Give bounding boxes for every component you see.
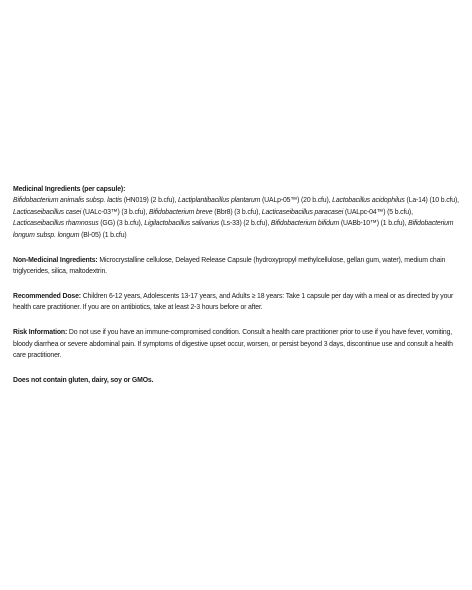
ingredient-detail: (HN019) (2 b.cfu), xyxy=(121,195,178,205)
risk-information-section xyxy=(13,326,465,360)
medicinal-ingredients-heading: Medicinal Ingredients (per capsule): xyxy=(13,184,126,193)
ingredient-name: Bifidobacterium animalis subsp. lactis xyxy=(13,195,122,205)
recommended-dose-heading: Recommended Dose: xyxy=(13,290,81,300)
ingredient-name: Lacticaseibacillus casei xyxy=(13,206,82,216)
ingredient-name: Bifidobacterium longum subsp. longum xyxy=(13,218,454,239)
ingredient-name: Lacticaseibacillus paracasei xyxy=(261,206,344,216)
ingredient-detail: (Ls-33) (2 b.cfu), xyxy=(219,218,271,228)
medicinal-ingredients-list xyxy=(13,194,465,240)
non-medicinal-ingredients-section xyxy=(13,254,465,277)
non-medicinal-ingredients-heading: Non-Medicinal Ingredients: xyxy=(13,254,98,264)
ingredient-name: Lactiplantibacillus plantarum xyxy=(177,195,261,205)
ingredient-detail: (UALp-05™) (20 b.cfu), xyxy=(260,195,333,205)
ingredient-name: Lacticaseibacillus rhamnosus xyxy=(13,218,99,228)
medicinal-ingredients-section xyxy=(13,183,465,240)
ingredient-detail: (UABb-10™) (1 b.cfu), xyxy=(339,218,409,228)
risk-information-text: Do not use if you have an immune-compromised condition. Consult a health care practitioner prior to use if you have fever, vomiting, bloody diarrhea or severe abdominal pain. If symptoms of digestive upset occur, worsen, or persist beyond 3 days, discontinue use and consult a health care practitioner. xyxy=(13,327,453,359)
ingredient-detail: (Bl-05) (1 b.cfu) xyxy=(79,229,127,239)
recommended-dose-text: Children 6-12 years, Adolescents 13-17 years, and Adults ≥ 18 years: Take 1 capsule per day with a meal or as directed by your health care practitioner. If you are on antibiotics, take at least 2-3 hours before or after. xyxy=(13,290,454,312)
ingredient-detail: (Bbr8) (3 b.cfu), xyxy=(212,206,262,216)
ingredient-detail: (UALpc-04™) (5 b.cfu), xyxy=(343,206,413,216)
ingredient-name: Bifidobacterium breve xyxy=(148,206,213,216)
ingredient-name: Ligilactobacillus salivarius xyxy=(144,218,220,228)
ingredient-detail: (UALc-03™) (3 b.cfu), xyxy=(81,206,149,216)
ingredient-name: Bifidobacterium bifidum xyxy=(270,218,340,228)
recommended-dose-section xyxy=(13,290,465,313)
free-from-statement: Does not contain gluten, dairy, soy or GMOs. xyxy=(13,374,154,384)
ingredient-detail: (GG) (3 b.cfu), xyxy=(98,218,145,228)
non-medicinal-ingredients-text: Microcrystalline cellulose, Delayed Release Capsule (hydroxypropyl methylcellulose, gellan gum, water), medium chain triglycerides, silica, maltodextrin. xyxy=(13,254,446,275)
ingredient-name: Lactobacillus acidophilus xyxy=(332,195,405,205)
ingredient-detail: (La-14) (10 b.cfu), xyxy=(404,195,459,205)
risk-information-heading: Risk Information: xyxy=(13,327,68,337)
product-label-text xyxy=(13,183,465,399)
